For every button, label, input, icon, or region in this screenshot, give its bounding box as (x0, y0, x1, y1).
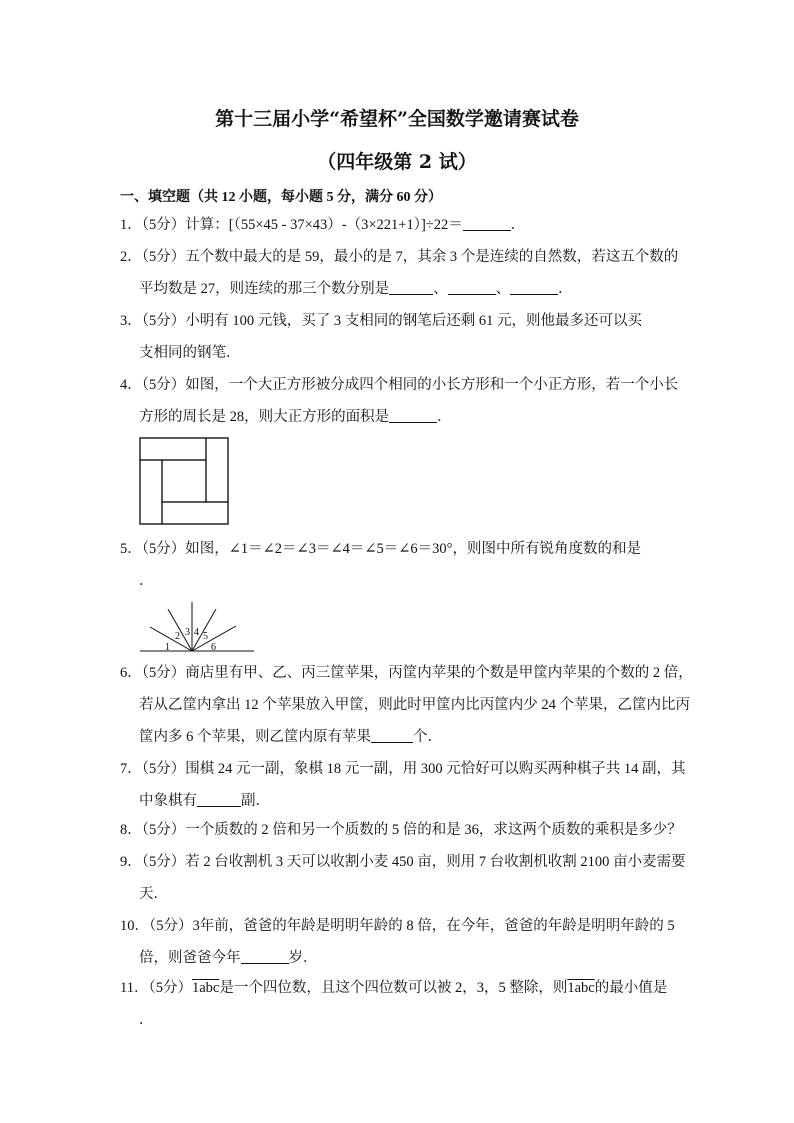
rectangle-right (206, 438, 228, 502)
angle-label: 3 (185, 627, 190, 638)
question-5: 5．（5分）如图，∠1＝∠2＝∠3＝∠4＝∠5＝∠6＝30°，则图中所有锐角度数的和是 ． (120, 541, 641, 589)
question-4: 4．（5分）如图，一个大正方形被分成四个相同的小长方形和一个小正方形，若一个小长 方形的周长是 28，则大正方形的面积是 ． (120, 377, 679, 425)
question-11: 11．（5分）1abc是一个四位数，且这个四位数可以被 2，3，5 整除，则1abc的最小值是 ． (120, 980, 668, 1028)
question-3: 3．（5分）小明有 100 元钱，买了 3 支相同的钢笔后还剩 61 元，则他最多还可以买 支相同的钢笔． (120, 313, 642, 361)
square-figure (138, 436, 230, 528)
answer-blank (241, 948, 289, 964)
question-7: 7．（5分）围棋 24 元一副，象棋 18 元一副，用 300 元恰好可以购买两种棋子共 14 副，其 中象棋有 副． (120, 761, 686, 809)
angle-label: 5 (203, 631, 208, 642)
question-1: 1．（5分）计算：[（55×45 - 37×43）-（3×221+1）]÷22＝ ． (120, 217, 526, 233)
answer-blank (389, 279, 433, 295)
answer-blank (463, 215, 511, 231)
exam-title: 第十三届小学“希望杯”全国数学邀请赛试卷 (215, 108, 579, 130)
angle-label: 2 (175, 631, 180, 642)
answer-blank (371, 727, 413, 743)
four-digit-number: 1abc (191, 980, 220, 996)
exam-subtitle: （四年级第 2 试） (317, 151, 477, 173)
angle-label: 4 (194, 627, 199, 638)
section-heading: 一、填空题（共 12 小题，每小题 5 分，满分 60 分） (120, 190, 442, 205)
inner-square (162, 460, 206, 502)
answer-blank (510, 279, 558, 295)
rectangle-bottom (162, 502, 228, 524)
four-digit-number: 1abc (567, 980, 595, 996)
angle-label: 1 (165, 642, 170, 653)
rectangle-top (140, 438, 206, 460)
angles-figure (138, 596, 258, 656)
question-6: 6．（5分）商店里有甲、乙、丙三筐苹果，丙筐内苹果的个数是甲筐内苹果的个数的 2 倍， 若从乙筐内拿出 12 个苹果放入甲筐，则此时甲筐内比丙筐内少 24 个苹果，乙筐内比丙 筐内多 6 个苹果，则乙筐内原有苹果 个． (120, 665, 693, 745)
question-10: 10．（5分）3年前，爸爸的年龄是明明年龄的 8 倍，在今年，爸爸的年龄是明明年龄的 5 倍，则爸爸今年 岁． (120, 918, 675, 966)
question-9: 9．（5分）若 2 台收割机 3 天可以收割小麦 450 亩，则用 7 台收割机收割 2100 亩小麦需要 天． (120, 854, 686, 902)
answer-blank (197, 791, 241, 807)
answer-blank (389, 407, 437, 423)
rectangle-left (140, 460, 162, 524)
angle-label: 6 (211, 642, 216, 653)
question-2: 2．（5分）五个数中最大的是 59，最小的是 7，其余 3 个是连续的自然数，若这五个数的 平均数是 27，则连续的那三个数分别是 、 、 ． (120, 249, 679, 297)
q1-text: 1．（5分）计算：[（55×45 - 37×43）-（3×221+1）]÷22＝ (120, 217, 463, 233)
outer-square (140, 438, 228, 524)
question-8: 8．（5分）一个质数的 2 倍和另一个质数的 5 倍的和是 36，求这两个质数的乘积是多少？ (120, 822, 682, 838)
answer-blank (448, 279, 496, 295)
